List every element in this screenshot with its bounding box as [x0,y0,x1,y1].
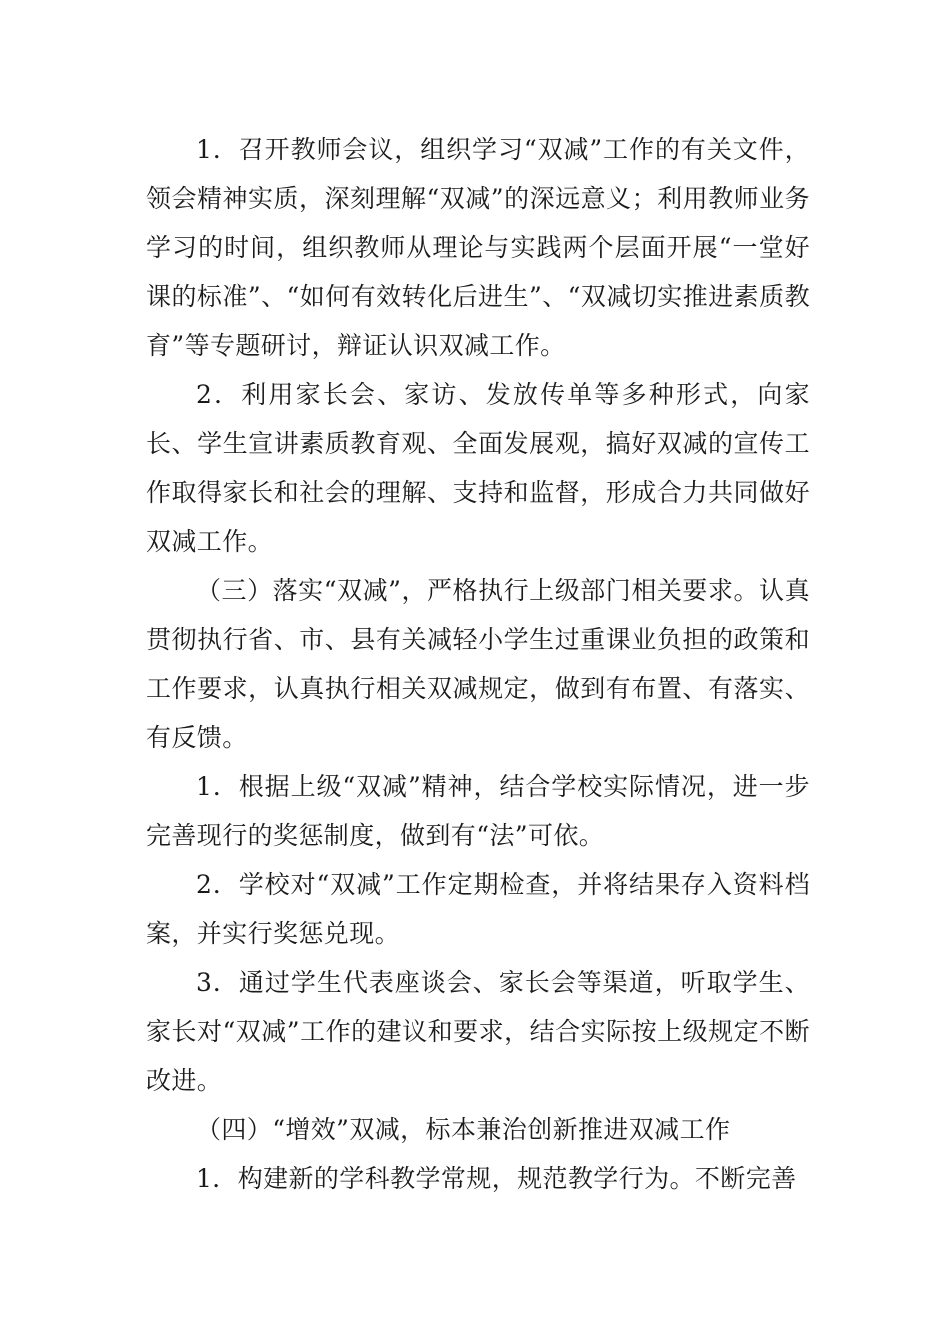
document-body [146,125,810,1203]
paragraph-3: （三）落实“双减”，严格执行上级部门相关要求。认真贯彻执行省、市、县有关减轻小学生过重课业负担的政策和工作要求，认真执行相关双减规定，做到有布置、有落实、有反馈。 [146,576,810,752]
paragraph-1: 1．召开教师会议，组织学习“双减”工作的有关文件，领会精神实质，深刻理解“双减”的深远意义；利用教师业务学习的时间，组织教师从理论与实践两个层面开展“一堂好课的标准”、“如何有效转化后进生”、“双减切实推进素质教育”等专题研讨，辩证认识双减工作。 [146,135,810,360]
paragraph-2: 2．利用家长会、家访、发放传单等多种形式，向家长、学生宣讲素质教育观、全面发展观，搞好双减的宣传工作取得家长和社会的理解、支持和监督，形成合力共同做好双减工作。 [146,380,810,556]
paragraph-4: 1．根据上级“双减”精神，结合学校实际情况，进一步完善现行的奖惩制度，做到有“法”可依。 [146,772,810,850]
paragraph-8: 1．构建新的学科教学常规，规范教学行为。不断完善 [196,1164,797,1193]
paragraph-6: 3．通过学生代表座谈会、家长会等渠道，听取学生、家长对“双减”工作的建议和要求，结合实际按上级规定不断改进。 [146,968,810,1095]
paragraph-7: （四）“增效”双减，标本兼治创新推进双减工作 [196,1115,731,1144]
paragraph-5: 2．学校对“双减”工作定期检查，并将结果存入资料档案，并实行奖惩兑现。 [146,870,810,948]
